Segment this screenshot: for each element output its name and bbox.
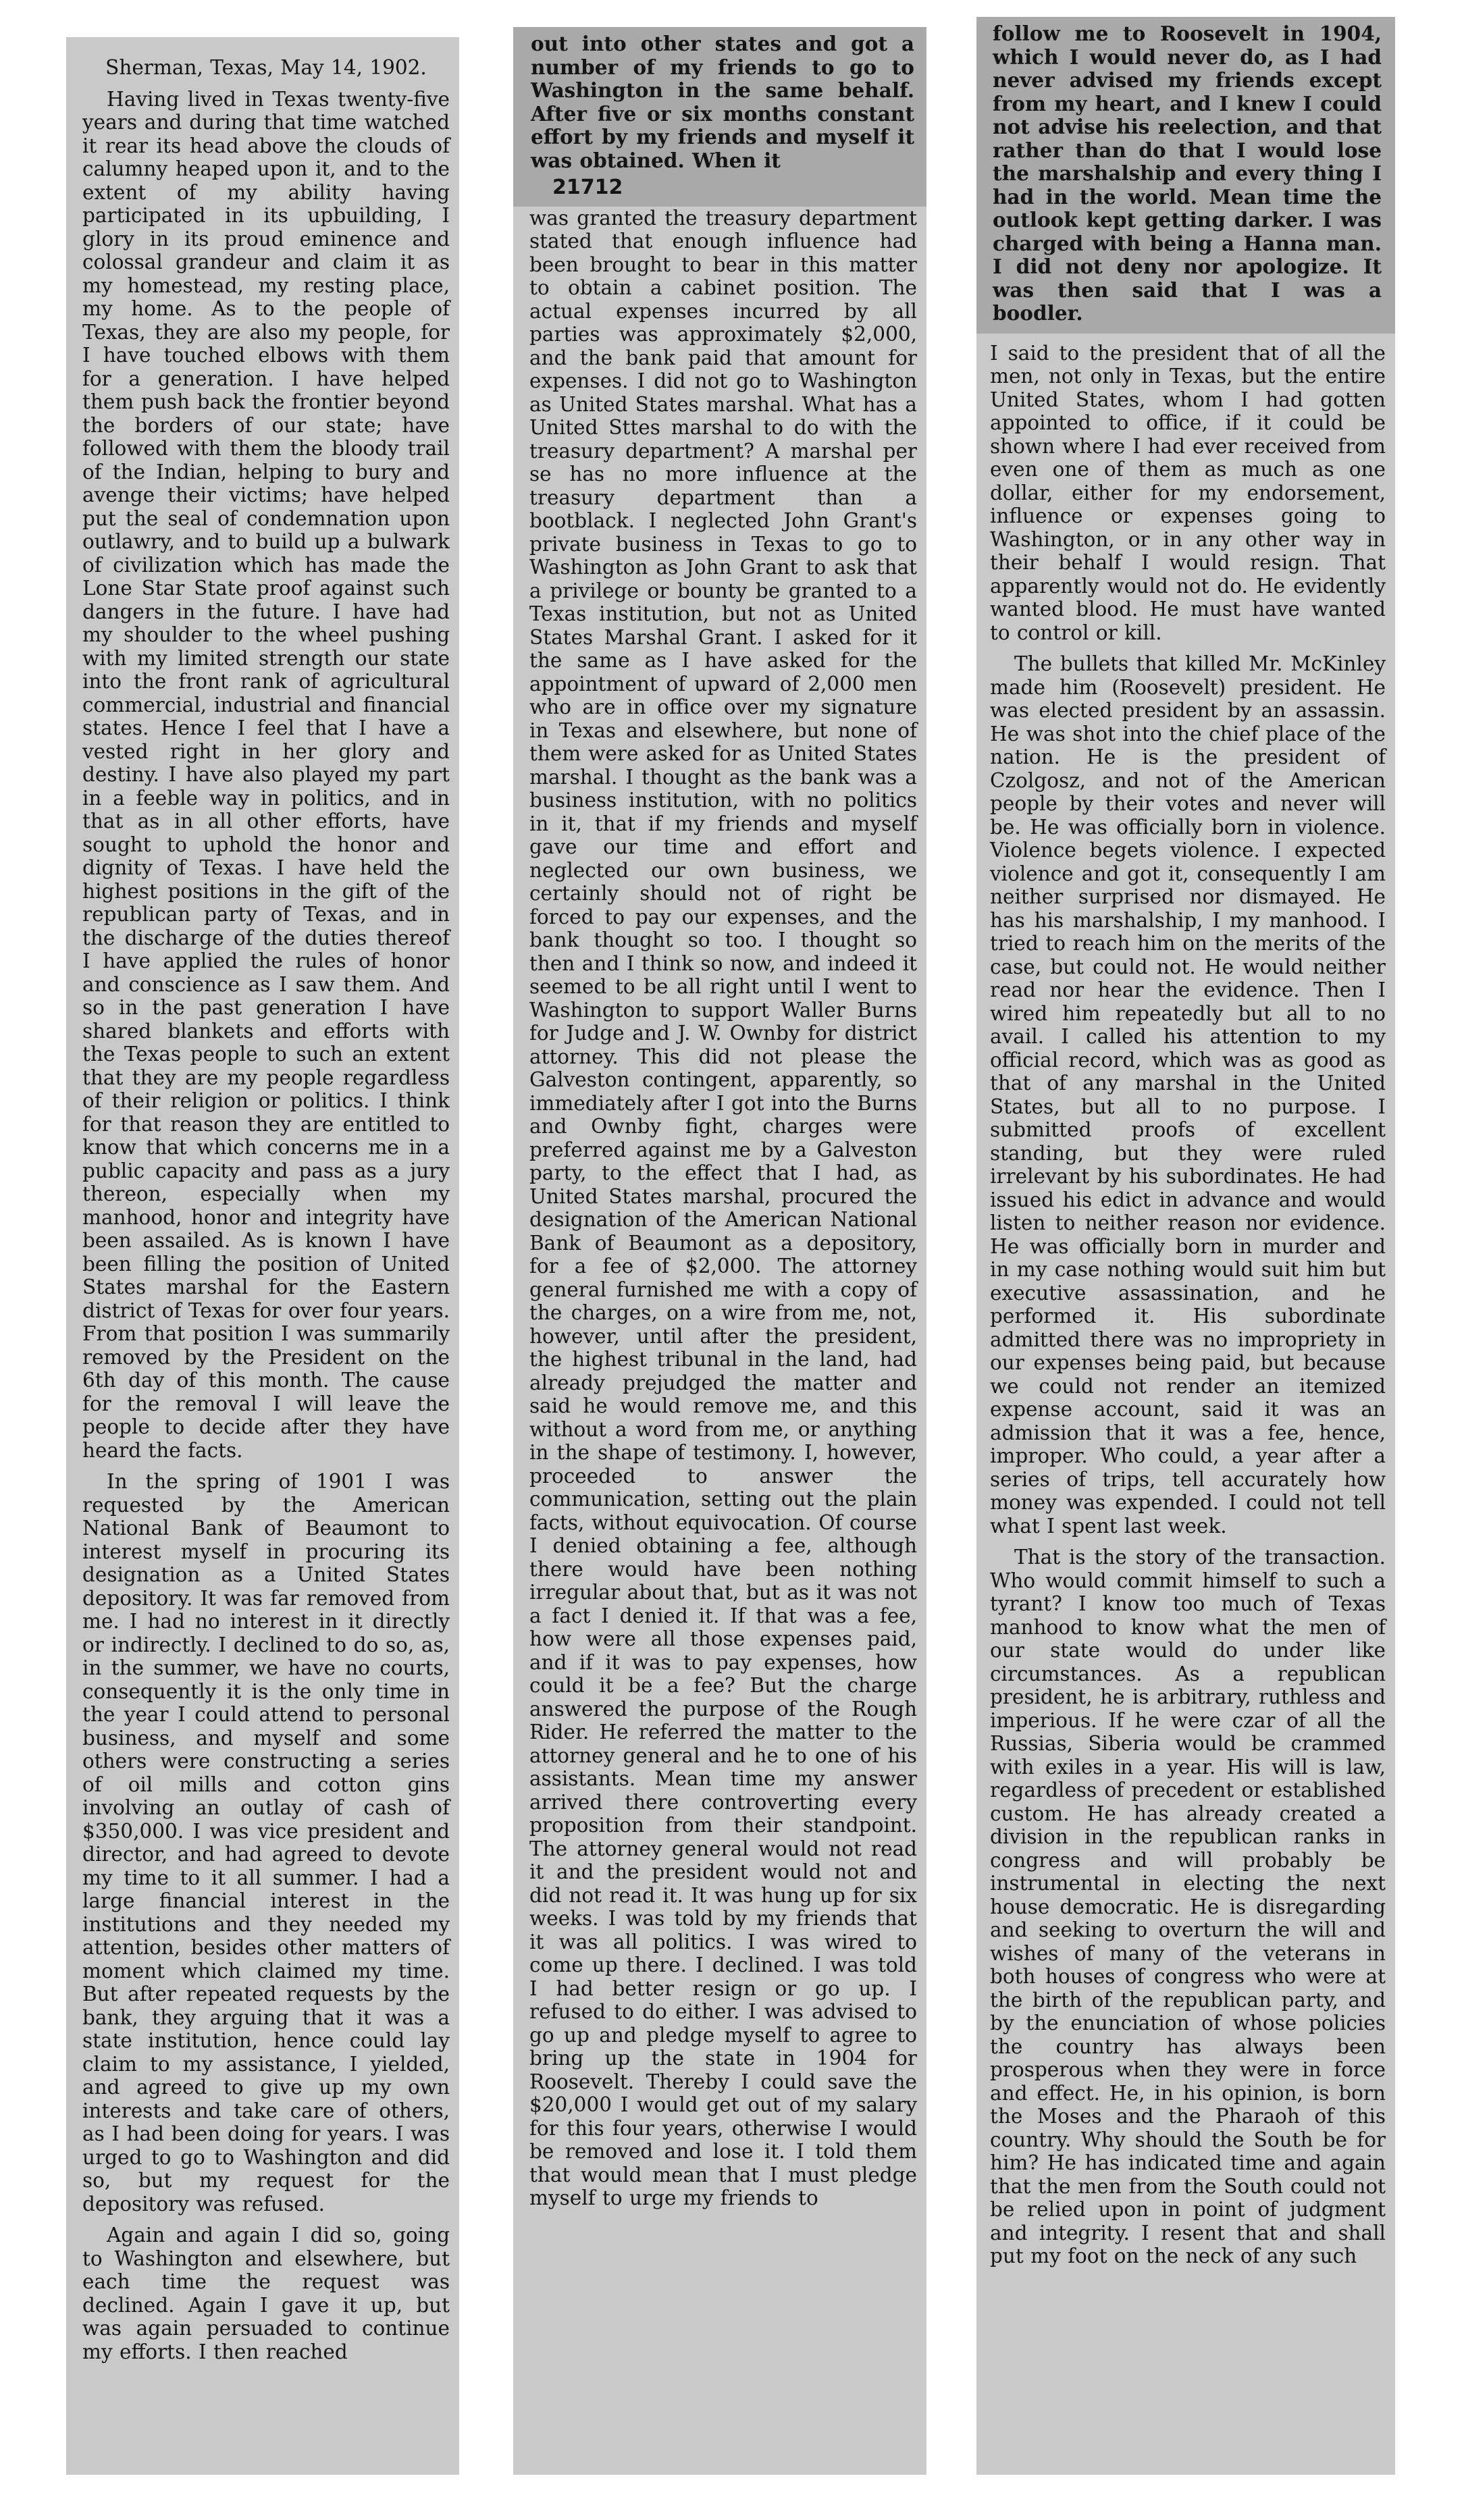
column-2-top-text: out into other states and got a number of my friends to go to Washington in the same behalf. After five or six months constant effort by my friends and myself it was obtained. When it	[531, 32, 914, 172]
column-3-paragraph-3: That is the story of the transaction. Who would commit himself to such a tyrant? I know too much of Texas manhood to know what the men of our state would do under like circumstances. As a republican president, he is arbitrary, ruthless and imperious. If he were czar of all the Russias, Siberia would be crammed with exiles in a year. His will is law, regardless of precedent or established custom. He has already created a division in the republican ranks in congress and will probably be instrumental in electing the next house democratic. He is disregarding and seeking to overturn the will and wishes of many of the veterans in both houses of congress who were at the birth of the republican party, and by the enunciation of whose policies the country has always been prosperous when they were in force and effect. He, in his opinion, is born the Moses and the Pharaoh of this country. Why should the South be for him? He has indicated time and again that the men from the South could not be relied upon in point of judgment and integrity. I resent that and shall put my foot on the neck of any such	[990, 1546, 1386, 2267]
column-1-paragraph-3: Again and again I did so, going to Washington and elsewhere, but each time the request was declined. Again I gave it up, but was again persuaded to continue my efforts. I then reached	[82, 2224, 450, 2363]
column-3-paragraph-1: I said to the president that of all the men, not only in Texas, but the entire United States, whom I had gotten appointed to office, if it could be shown where I had ever received from even one of them as much as one dollar, either for my endorsement, influence or expenses going to Washington, or in any other way in their behalf I would resign. That apparently would not do. He evidently wanted blood. He must have wanted to control or kill.	[990, 341, 1386, 644]
column-3-header-block	[976, 17, 1395, 334]
column-3-body	[990, 334, 1386, 2268]
dateline: Sherman, Texas, May 14, 1902.	[105, 56, 427, 79]
column-2-paragraph-1: was granted the treasury department stated that enough influence had been brought to bear in this matter to obtain a cabinet position. The actual expenses incurred by all parties was approximately $2,000, and the bank paid that amount for expenses. I did not go to Washington as United States marshal. What has a United Sttes marshal to do with the treasury department? A marshal per se has no more influence at the treasury department than a bootblack. I neglected John Grant's private business in Texas to go to Washington as John Grant to ask that a privilege or bounty be granted to a Texas institution, but not as United States Marshal Grant. I asked for it the same as I have asked for the appointment of upward of 2,000 men who are in office over my signature in Texas and elsewhere, but none of them were asked for as United States marshal. I thought as the bank was a business institution, with no politics in it, that if my friends and myself gave our time and effort and neglected our own business, we certainly should not of right be forced to pay our expenses, and the bank thought so too. I thought so then and I think so now, and indeed it seemed to be all right until I went to Washington to support Waller Burns for Judge and J. W. Ownby for district attorney. This did not please the Galveston contingent, apparently, so immediately after I got into the Burns and Ownby fight, charges were preferred against me by a Galveston party, to the effect that I had, as United States marshal, procured the designation of the American National Bank of Beaumont as a depository, for a fee of $2,000. The attorney general furnished me with a copy of the charges, on a wire from me, not, however, until after the president, the highest tribunal in the land, had already prejudged the matter and said he would remove me, and this without a word from me, or anything in the shape of testimony. I, however, proceeded to answer the communication, setting out the plain facts, without equivocation. Of course I denied obtaining a fee, although there would have been nothing irregular about that, but as it was not a fact I denied it. If that was a fee, how were all those expenses paid, and if it was to pay expenses, how could it be a fee? But the charge answered the purpose of the Rough Rider. He referred the matter to the attorney general and he to one of his assistants. Mean time my answer arrived there controverting every proposition from their standpoint. The attorney general would not read it and the president would not and did not read it. It was hung up for six weeks. I was told by my friends that it was all politics. I was wired to come up there. I declined. I was told I had better resign or go up. I refused to do either. I was advised to go up and pledge myself to agree to bring up the state in 1904 for Roosevelt. Thereby I could save the $20,000 I would get out of my salary for this four years, otherwise I would be removed and lose it. I told them that would mean that I must pledge myself to urge my friends to	[529, 206, 917, 2209]
column-3-paragraph-2: The bullets that killed Mr. McKinley made him (Roosevelt) president. He was elected president by an assassin. He was shot into the chief place of the nation. He is the president of Czolgosz, and not of the American people by their votes and never will be. He was officially born in violence. Violence begets violence. I expected violence and got it, consequently I am neither surprised nor dismayed. He has his marshalship, I my manhood. I tried to reach him on the merits of the case, but could not. He would neither read nor hear the evidence. Then I wired him repeatedly but all to no avail. I called his attention to my official record, which was as good as that of any marshal in the United States, but all to no purpose. I submitted proofs of excellent standing, but they were ruled irrelevant by his subordinates. He had issued his edict in advance and would listen to neither reason nor evidence. He was officially born in murder and in my case nothing would suit him but executive assassination, and he performed it. His subordinate admitted there was no impropriety in our expenses being paid, but because we could not render an itemized expense account, said it was an admission that it was a fee, hence, improper. Who could, a year after a series of trips, tell accurately how money was expended. I could not tell what I spent last week.	[990, 652, 1386, 1538]
clipping-number: 21712	[552, 176, 623, 199]
column-3-top-text: follow me to Roosevelt in 1904, which I would never do, as I had never advised my friends except from my heart, and I knew I could not advise his reelection, and that rather than do that I would lose the marshalship and every thing I had in the world. Mean time the outlook kept getting darker. I was charged with being a Hanna man. I did not deny nor apologize. It was then said that I was a boodler.	[993, 22, 1382, 325]
column-3	[976, 17, 1395, 2475]
column-2-body	[529, 207, 917, 2210]
column-1-paragraph-1: Having lived in Texas twenty-five years and during that time watched it rear its head above the clouds of calumny heaped upon it, and to the extent of my ability having participated in its upbuilding, I glory in its proud eminence and colossal grandeur and claim it as my homestead, my resting place, my home. As to the people of Texas, they are also my people, for I have touched elbows with them for a generation. I have helped them push back the frontier beyond the borders of our state; have followed with them the bloody trail of the Indian, helping to bury and avenge their victims; have helped put the seal of condemnation upon outlawry, and to build up a bulwark of civilization which has made the Lone Star State proof against such dangers in the future. I have had my shoulder to the wheel pushing with my limited strength our state into the front rank of agricultural commercial, industrial and financial states. Hence I feel that I have a vested right in her glory and destiny. I have also played my part in a feeble way in politics, and in that as in all other efforts, have sought to uphold the honor and dignity of Texas. I have held the highest positions in the gift of the republican party of Texas, and in the discharge of the duties thereof I have applied the rules of honor and conscience as I saw them. And so in the past generation I have shared blankets and efforts with the Texas people to such an extent that they are my people regardless of their religion or politics. I think for that reason they are entitled to know that which concerns me in a public capacity and pass as a jury thereon, especially when my manhood, honor and integrity have been assailed. As is known I have been filling the position of United States marshal for the Eastern district of Texas for over four years. From that position I was summarily removed by the President on the 6th day of this month. The cause for the removal I will leave the people to decide after they have heard the facts.	[82, 87, 450, 1462]
column-2	[513, 27, 926, 2475]
column-1	[66, 37, 459, 2475]
column-1-paragraph-2: In the spring of 1901 I was requested by the American National Bank of Beaumont to interest myself in procuring its designation as a United States depository. It was far removed from me. I had no interest in it directly or indirectly. I declined to do so, as, in the summer, we have no courts, consequently it is the only time in the year I could attend to personal business, and myself and some others were constructing a series of oil mills and cotton gins involving an outlay of cash of $350,000. I was vice president and director, and had agreed to devote my time to it all summer. I had a large financial interest in the institutions and they needed my attention, besides other matters of moment which claimed my time. But after repeated requests by the bank, they arguing that it was a state institution, hence could lay claim to my assistance, I yielded, and agreed to give up my own interests and take care of others, as I had been doing for years. I was urged to go to Washington and did so, but my request for the depository was refused.	[82, 1470, 450, 2215]
column-2-header-block	[513, 27, 926, 207]
